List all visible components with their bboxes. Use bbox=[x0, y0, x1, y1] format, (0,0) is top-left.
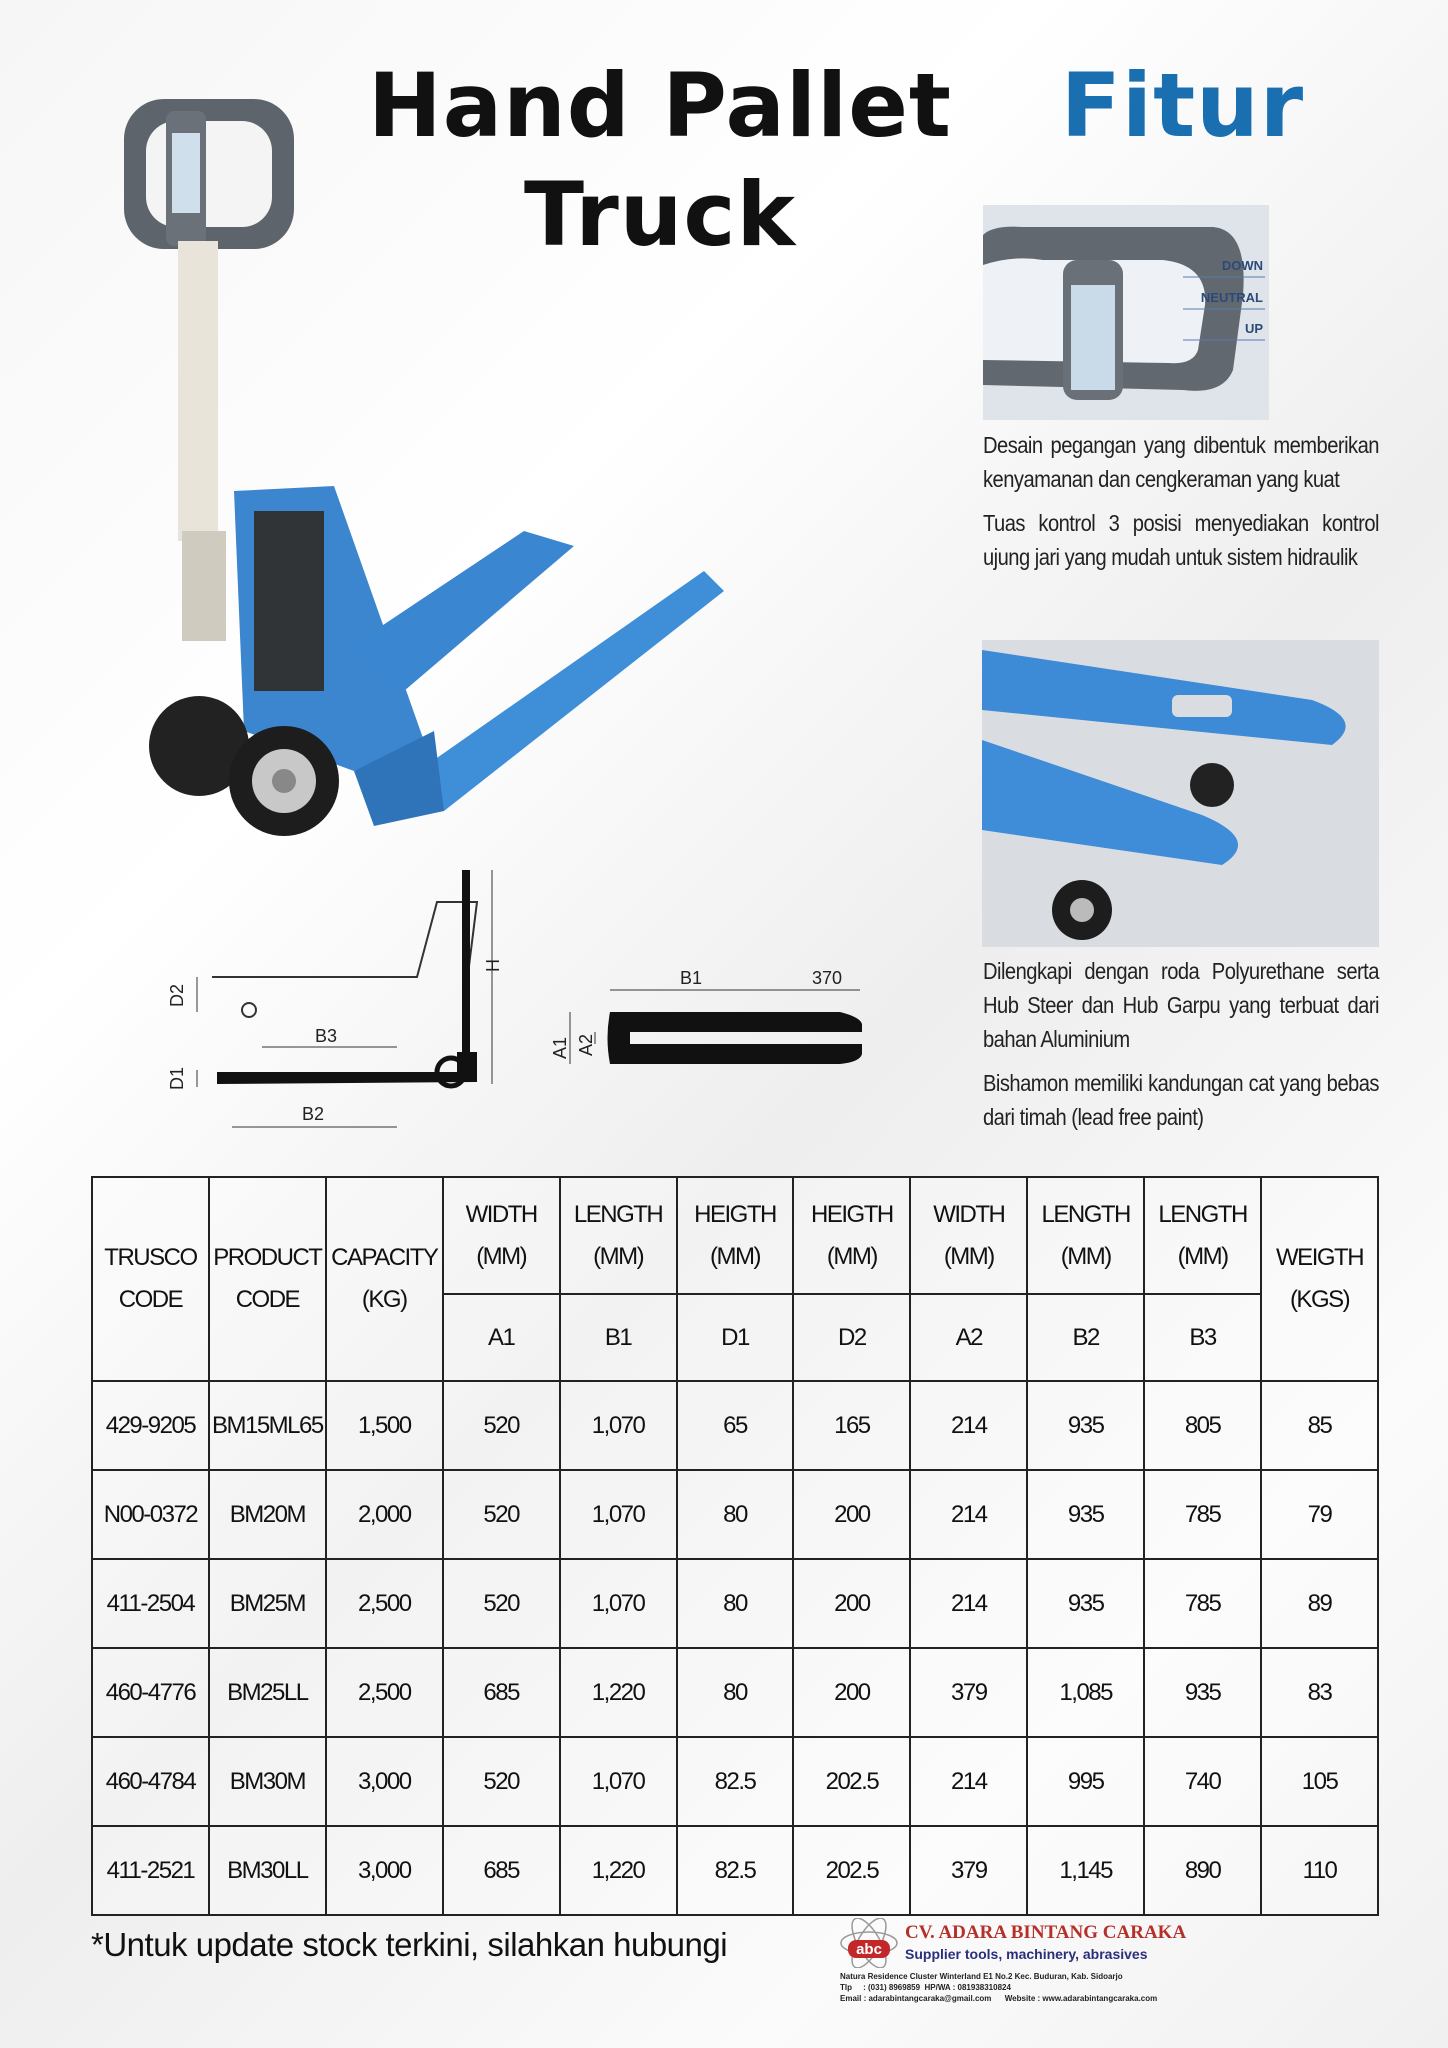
table-cell: 3,000 bbox=[326, 1826, 443, 1915]
table-cell: 1,085 bbox=[1027, 1648, 1144, 1737]
table-cell: 995 bbox=[1027, 1737, 1144, 1826]
table-cell: 379 bbox=[910, 1648, 1027, 1737]
table-cell: 460-4784 bbox=[92, 1737, 209, 1826]
table-row bbox=[92, 1737, 1378, 1826]
table-cell: 89 bbox=[1261, 1559, 1378, 1648]
table-cell: 80 bbox=[677, 1559, 794, 1648]
table-cell: BM30M bbox=[209, 1737, 326, 1826]
th-a2: A2 bbox=[910, 1294, 1027, 1381]
table-cell: 1,070 bbox=[560, 1737, 677, 1826]
th-d1: D1 bbox=[677, 1294, 794, 1381]
table-cell: BM15ML65 bbox=[209, 1381, 326, 1470]
table-cell: BM20M bbox=[209, 1470, 326, 1559]
table-row bbox=[92, 1826, 1378, 1915]
th-d2: D2 bbox=[793, 1294, 910, 1381]
label-up: UP bbox=[1244, 321, 1263, 336]
table-cell: 83 bbox=[1261, 1648, 1378, 1737]
th-length-b1: LENGTH (MM) bbox=[560, 1177, 677, 1294]
features-title: Fitur bbox=[1060, 54, 1305, 157]
table-cell: 685 bbox=[443, 1826, 560, 1915]
table-cell: 200 bbox=[793, 1648, 910, 1737]
table-cell: 935 bbox=[1027, 1381, 1144, 1470]
table-cell: 520 bbox=[443, 1470, 560, 1559]
th-height-d2: HEIGTH (MM) bbox=[793, 1177, 910, 1294]
table-cell: 200 bbox=[793, 1470, 910, 1559]
dim-d2: D2 bbox=[167, 983, 187, 1007]
table-cell: 411-2504 bbox=[92, 1559, 209, 1648]
table-cell: 685 bbox=[443, 1648, 560, 1737]
side-dimension-diagram bbox=[137, 862, 527, 1149]
table-cell: 740 bbox=[1144, 1737, 1261, 1826]
label-down: DOWN bbox=[1221, 258, 1263, 273]
th-product-code: PRODUCT CODE bbox=[209, 1177, 326, 1381]
table-cell: 202.5 bbox=[793, 1826, 910, 1915]
table-cell: 3,000 bbox=[326, 1737, 443, 1826]
company-address: Natura Residence Cluster Winterland E1 No.2 Kec. Buduran, Kab. Sidoarjo bbox=[840, 1972, 1123, 1981]
table-row bbox=[92, 1381, 1378, 1470]
table-cell: BM25M bbox=[209, 1559, 326, 1648]
table-cell: 411-2521 bbox=[92, 1826, 209, 1915]
table-cell: 214 bbox=[910, 1737, 1027, 1826]
table-cell: 1,220 bbox=[560, 1826, 677, 1915]
table-cell: 1,070 bbox=[560, 1470, 677, 1559]
table-cell: 785 bbox=[1144, 1470, 1261, 1559]
table-cell: 2,500 bbox=[326, 1648, 443, 1737]
table-cell: 1,220 bbox=[560, 1648, 677, 1737]
table-cell: 1,070 bbox=[560, 1381, 677, 1470]
table-cell: 805 bbox=[1144, 1381, 1261, 1470]
table-row bbox=[92, 1470, 1378, 1559]
dim-370: 370 bbox=[812, 968, 843, 988]
dim-b3: B3 bbox=[315, 1026, 338, 1046]
table-cell: 214 bbox=[910, 1559, 1027, 1648]
table-cell: 1,070 bbox=[560, 1559, 677, 1648]
company-email-website: Email : adarabintangcaraka@gmail.com Website : www.adarabintangcaraka.com bbox=[840, 1994, 1158, 2003]
table-cell: 2,000 bbox=[326, 1470, 443, 1559]
dim-b2: B2 bbox=[302, 1104, 325, 1124]
table-cell: 79 bbox=[1261, 1470, 1378, 1559]
th-b3: B3 bbox=[1144, 1294, 1261, 1381]
spec-table-body bbox=[92, 1381, 1378, 1915]
feature-text-4: Bishamon memiliki kandungan cat yang bebas dari timah (lead free paint) bbox=[983, 1070, 1379, 1130]
table-cell: BM30LL bbox=[209, 1826, 326, 1915]
hand-pallet-truck-image bbox=[104, 91, 744, 841]
th-width-a2: WIDTH (MM) bbox=[910, 1177, 1027, 1294]
dim-a2: A2 bbox=[576, 1033, 596, 1056]
table-cell: 2,500 bbox=[326, 1559, 443, 1648]
table-cell: 85 bbox=[1261, 1381, 1378, 1470]
handle-detail-image bbox=[983, 205, 1269, 420]
table-cell: 520 bbox=[443, 1381, 560, 1470]
th-capacity: CAPACITY (KG) bbox=[326, 1177, 443, 1381]
dim-a1: A1 bbox=[550, 1036, 570, 1059]
company-logo bbox=[838, 1918, 900, 1968]
table-cell: 520 bbox=[443, 1737, 560, 1826]
title-line-2: Truck bbox=[523, 162, 797, 266]
th-b2: B2 bbox=[1027, 1294, 1144, 1381]
th-length-b2: LENGTH (MM) bbox=[1027, 1177, 1144, 1294]
table-cell: 785 bbox=[1144, 1559, 1261, 1648]
dim-d1: D1 bbox=[167, 1066, 187, 1090]
logo-text: abc bbox=[856, 1941, 882, 1958]
th-width-a1: WIDTH (MM) bbox=[443, 1177, 560, 1294]
title-line-1: Hand Pallet bbox=[368, 54, 952, 157]
table-cell: 82.5 bbox=[677, 1826, 794, 1915]
table-row bbox=[92, 1648, 1378, 1737]
spec-table bbox=[91, 1176, 1379, 1916]
feature-text-2: Tuas kontrol 3 posisi menyediakan kontrol ujung jari yang mudah untuk sistem hidraulik bbox=[983, 510, 1379, 570]
table-cell: 110 bbox=[1261, 1826, 1378, 1915]
table-cell: 1,145 bbox=[1027, 1826, 1144, 1915]
table-cell: 429-9205 bbox=[92, 1381, 209, 1470]
table-cell: N00-0372 bbox=[92, 1470, 209, 1559]
table-row bbox=[92, 1559, 1378, 1648]
th-weight: WEIGTH (KGS) bbox=[1261, 1177, 1378, 1381]
table-cell: 200 bbox=[793, 1559, 910, 1648]
table-cell: 890 bbox=[1144, 1826, 1261, 1915]
table-cell: 379 bbox=[910, 1826, 1027, 1915]
th-b1: B1 bbox=[560, 1294, 677, 1381]
features-group-1 bbox=[983, 428, 1379, 574]
features-group-2 bbox=[983, 954, 1379, 1134]
th-a1: A1 bbox=[443, 1294, 560, 1381]
fork-wheels-image bbox=[982, 640, 1379, 947]
table-cell: BM25LL bbox=[209, 1648, 326, 1737]
table-cell: 935 bbox=[1027, 1559, 1144, 1648]
table-cell: 80 bbox=[677, 1470, 794, 1559]
footer-note: *Untuk update stock terkini, silahkan hubungi bbox=[91, 1926, 728, 1963]
table-cell: 202.5 bbox=[793, 1737, 910, 1826]
company-tagline: Supplier tools, machinery, abrasives bbox=[905, 1946, 1148, 1962]
table-cell: 214 bbox=[910, 1381, 1027, 1470]
feature-text-3: Dilengkapi dengan roda Polyurethane serta Hub Steer dan Hub Garpu yang terbuat dari bahan Aluminium bbox=[983, 958, 1379, 1052]
th-length-b3: LENGTH (MM) bbox=[1144, 1177, 1261, 1294]
feature-text-1: Desain pegangan yang dibentuk memberikan kenyamanan dan cengkeraman yang kuat bbox=[983, 432, 1379, 492]
company-phone: Tlp : (031) 8969859 HP/WA : 081938310824 bbox=[840, 1983, 1011, 1992]
table-cell: 460-4776 bbox=[92, 1648, 209, 1737]
top-dimension-diagram bbox=[550, 962, 890, 1102]
th-height-d1: HEIGTH (MM) bbox=[677, 1177, 794, 1294]
table-cell: 520 bbox=[443, 1559, 560, 1648]
dim-b1: B1 bbox=[680, 968, 703, 988]
table-cell: 214 bbox=[910, 1470, 1027, 1559]
th-trusco-code: TRUSCO CODE bbox=[92, 1177, 209, 1381]
table-cell: 80 bbox=[677, 1648, 794, 1737]
table-cell: 165 bbox=[793, 1381, 910, 1470]
table-cell: 1,500 bbox=[326, 1381, 443, 1470]
company-name: CV. ADARA BINTANG CARAKA bbox=[905, 1922, 1187, 1943]
table-cell: 935 bbox=[1144, 1648, 1261, 1737]
table-cell: 65 bbox=[677, 1381, 794, 1470]
table-cell: 105 bbox=[1261, 1737, 1378, 1826]
label-neutral: NEUTRAL bbox=[1200, 290, 1263, 305]
table-cell: 935 bbox=[1027, 1470, 1144, 1559]
table-cell: 82.5 bbox=[677, 1737, 794, 1826]
dim-h: H bbox=[483, 959, 503, 972]
